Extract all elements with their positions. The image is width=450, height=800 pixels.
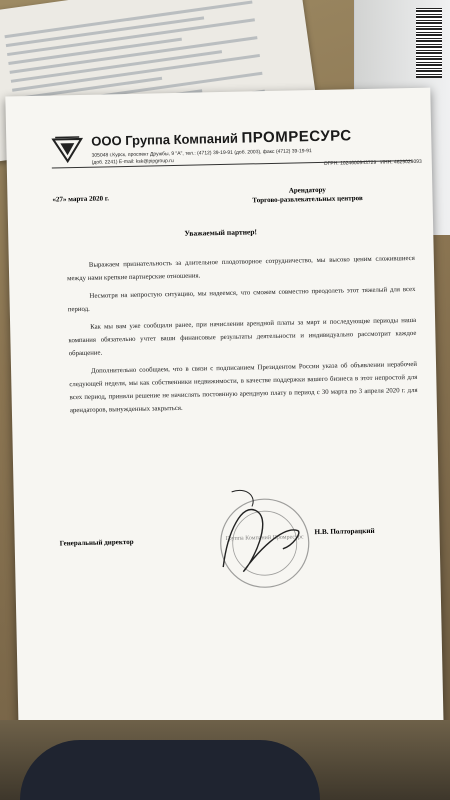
company-logo-icon xyxy=(51,135,84,164)
barcode-image xyxy=(416,8,442,78)
floor xyxy=(0,720,450,800)
paragraph: Как мы вам уже сообщали ранее, при начислении арендной платы за март и последующие периоды наша компания обязательно учтет ваши финансовые результаты деятельности и индивидуально рассмотрит каждое обращение. xyxy=(68,316,417,358)
addressee xyxy=(207,184,407,206)
address-line-2: (доб. 2241) E-mail: ksk@pipgroup.ru xyxy=(91,157,174,166)
letter-date: «27» марта 2020 г. xyxy=(52,194,110,204)
addressee-line-2: Торгово-развлекательных центров xyxy=(252,194,363,205)
handwritten-signature xyxy=(201,470,323,592)
paragraph: Выражаем признательность за длительное плодотворное сотрудничество, мы высоко ценим сложившиеся между нами крепкие партнерские отношения. xyxy=(67,254,415,283)
company-prefix: ООО Группа Компаний xyxy=(91,130,239,149)
paragraph: Дополнительно сообщаем, что в связи с подписанием Президентом России указа об объявлении нерабочей следующей недели, мы как собственники недвижимости, в качестве поддержки вашего бизнеса в этот непростой для всех период, приняли решение не начислять постоянную арендную плату в период с 30 марта по 3 апреля 2020 г. для арендаторов, вынужденных закрыться. xyxy=(69,360,418,415)
inn: ИНН: 4629028093 xyxy=(380,158,422,166)
letter-body xyxy=(67,252,418,422)
letterhead xyxy=(51,126,422,167)
shoe-image xyxy=(20,740,320,800)
stamp-text: Группа Компаний Промресурс xyxy=(225,534,304,543)
addressee-line-1: Арендатору xyxy=(288,185,326,195)
ogrn: ОГРН: 1024600943729 xyxy=(323,159,377,167)
company-brand: ПРОМРЕСУРС xyxy=(241,127,352,147)
signatory-title: Генеральный директор xyxy=(59,537,134,548)
greeting: Уважаемый партнер! xyxy=(184,227,258,238)
letter-sheet xyxy=(5,88,443,739)
signatory-name: Н.В. Полторацкий xyxy=(314,526,375,537)
address-line-1: 305048 г.Курск, проспект Дружбы, 9 "А", тел.: (4712) 39-19-91 (доб. 2003), факс (4712) 39-19-91 xyxy=(91,148,312,159)
company-name xyxy=(91,127,352,149)
paragraph: Несмотря на непростую ситуацию, мы надеемся, что сможем совместно преодолеть этот тяжелый для всех период. xyxy=(67,285,416,314)
